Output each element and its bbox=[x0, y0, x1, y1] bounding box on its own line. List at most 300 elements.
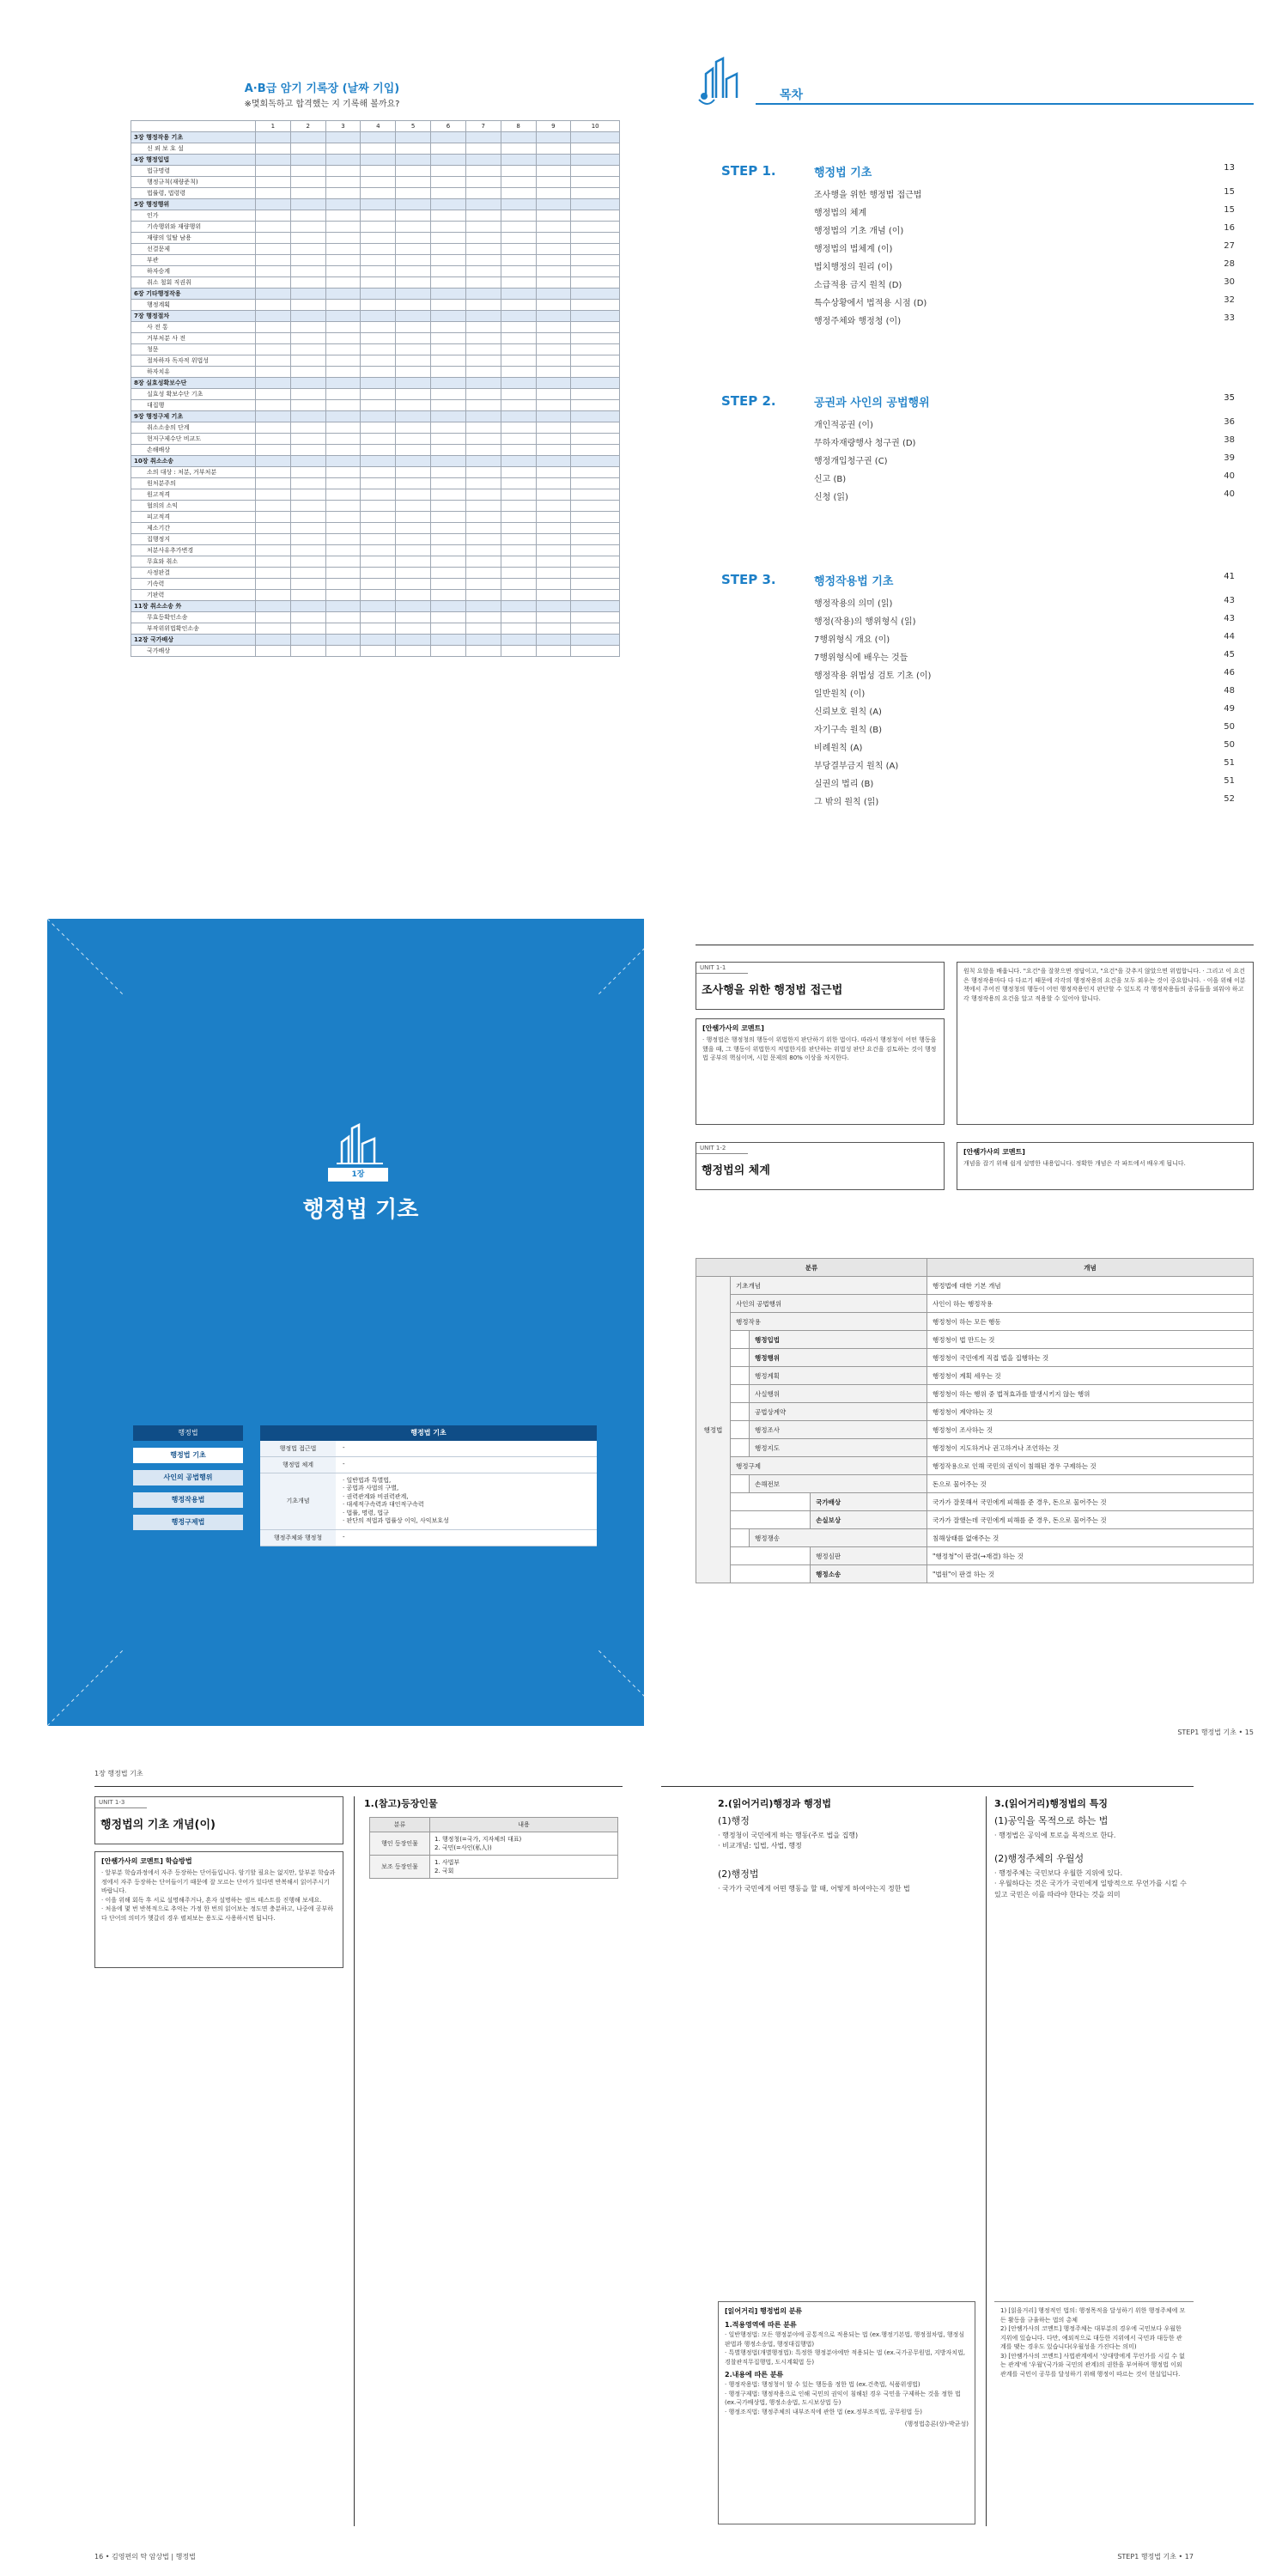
record-cell[interactable] bbox=[571, 389, 620, 400]
record-cell[interactable] bbox=[396, 300, 431, 311]
record-cell[interactable] bbox=[290, 456, 325, 467]
record-cell[interactable] bbox=[290, 389, 325, 400]
record-cell[interactable] bbox=[396, 445, 431, 456]
record-cell[interactable] bbox=[361, 266, 396, 277]
record-cell[interactable] bbox=[290, 322, 325, 333]
record-cell[interactable] bbox=[290, 344, 325, 355]
record-cell[interactable] bbox=[431, 166, 466, 177]
record-cell[interactable] bbox=[465, 233, 501, 244]
record-cell[interactable] bbox=[256, 601, 291, 612]
record-cell[interactable] bbox=[361, 233, 396, 244]
record-cell[interactable] bbox=[361, 289, 396, 300]
record-cell[interactable] bbox=[536, 344, 571, 355]
record-cell[interactable] bbox=[361, 434, 396, 445]
record-cell[interactable] bbox=[536, 556, 571, 568]
record-cell[interactable] bbox=[256, 623, 291, 635]
record-cell[interactable] bbox=[431, 266, 466, 277]
record-cell[interactable] bbox=[431, 344, 466, 355]
record-cell[interactable] bbox=[325, 389, 361, 400]
record-cell[interactable] bbox=[361, 155, 396, 166]
record-cell[interactable] bbox=[536, 434, 571, 445]
record-cell[interactable] bbox=[501, 635, 536, 646]
record-cell[interactable] bbox=[501, 545, 536, 556]
record-cell[interactable] bbox=[501, 300, 536, 311]
record-cell[interactable] bbox=[431, 590, 466, 601]
record-cell[interactable] bbox=[256, 344, 291, 355]
record-cell[interactable] bbox=[536, 177, 571, 188]
record-cell[interactable] bbox=[290, 222, 325, 233]
record-cell[interactable] bbox=[361, 255, 396, 266]
record-cell[interactable] bbox=[256, 534, 291, 545]
record-cell[interactable] bbox=[501, 445, 536, 456]
record-cell[interactable] bbox=[325, 512, 361, 523]
record-cell[interactable] bbox=[571, 311, 620, 322]
record-cell[interactable] bbox=[396, 579, 431, 590]
record-cell[interactable] bbox=[571, 545, 620, 556]
record-cell[interactable] bbox=[431, 143, 466, 155]
record-cell[interactable] bbox=[256, 389, 291, 400]
record-cell[interactable] bbox=[256, 445, 291, 456]
record-cell[interactable] bbox=[536, 422, 571, 434]
record-cell[interactable] bbox=[361, 623, 396, 635]
record-cell[interactable] bbox=[290, 355, 325, 367]
record-cell[interactable] bbox=[290, 556, 325, 568]
record-cell[interactable] bbox=[431, 523, 466, 534]
record-cell[interactable] bbox=[396, 155, 431, 166]
record-cell[interactable] bbox=[361, 534, 396, 545]
record-cell[interactable] bbox=[501, 222, 536, 233]
record-cell[interactable] bbox=[465, 155, 501, 166]
record-cell[interactable] bbox=[431, 177, 466, 188]
record-cell[interactable] bbox=[501, 523, 536, 534]
record-cell[interactable] bbox=[501, 612, 536, 623]
record-cell[interactable] bbox=[431, 411, 466, 422]
record-cell[interactable] bbox=[361, 445, 396, 456]
record-cell[interactable] bbox=[431, 378, 466, 389]
record-cell[interactable] bbox=[256, 422, 291, 434]
record-cell[interactable] bbox=[361, 478, 396, 489]
record-cell[interactable] bbox=[325, 277, 361, 289]
record-cell[interactable] bbox=[571, 400, 620, 411]
record-cell[interactable] bbox=[465, 143, 501, 155]
record-cell[interactable] bbox=[571, 132, 620, 143]
record-cell[interactable] bbox=[396, 523, 431, 534]
record-cell[interactable] bbox=[361, 601, 396, 612]
record-cell[interactable] bbox=[325, 434, 361, 445]
record-cell[interactable] bbox=[361, 556, 396, 568]
record-cell[interactable] bbox=[290, 199, 325, 210]
record-cell[interactable] bbox=[501, 367, 536, 378]
record-cell[interactable] bbox=[431, 646, 466, 657]
record-cell[interactable] bbox=[536, 590, 571, 601]
record-cell[interactable] bbox=[325, 489, 361, 501]
record-cell[interactable] bbox=[290, 422, 325, 434]
record-cell[interactable] bbox=[465, 166, 501, 177]
record-cell[interactable] bbox=[536, 623, 571, 635]
record-cell[interactable] bbox=[361, 612, 396, 623]
record-cell[interactable] bbox=[571, 646, 620, 657]
record-cell[interactable] bbox=[536, 300, 571, 311]
record-cell[interactable] bbox=[431, 635, 466, 646]
record-cell[interactable] bbox=[396, 132, 431, 143]
record-cell[interactable] bbox=[536, 489, 571, 501]
record-cell[interactable] bbox=[290, 311, 325, 322]
record-cell[interactable] bbox=[536, 132, 571, 143]
record-cell[interactable] bbox=[256, 255, 291, 266]
record-cell[interactable] bbox=[396, 255, 431, 266]
record-cell[interactable] bbox=[396, 188, 431, 199]
record-cell[interactable] bbox=[290, 623, 325, 635]
record-cell[interactable] bbox=[256, 300, 291, 311]
record-cell[interactable] bbox=[325, 155, 361, 166]
record-cell[interactable] bbox=[465, 244, 501, 255]
record-cell[interactable] bbox=[256, 646, 291, 657]
record-cell[interactable] bbox=[396, 478, 431, 489]
record-cell[interactable] bbox=[396, 233, 431, 244]
record-cell[interactable] bbox=[536, 166, 571, 177]
record-cell[interactable] bbox=[361, 512, 396, 523]
record-cell[interactable] bbox=[501, 590, 536, 601]
record-cell[interactable] bbox=[536, 534, 571, 545]
record-cell[interactable] bbox=[256, 489, 291, 501]
record-cell[interactable] bbox=[431, 556, 466, 568]
record-cell[interactable] bbox=[396, 568, 431, 579]
record-cell[interactable] bbox=[290, 590, 325, 601]
record-cell[interactable] bbox=[501, 556, 536, 568]
record-cell[interactable] bbox=[290, 143, 325, 155]
record-cell[interactable] bbox=[571, 422, 620, 434]
record-cell[interactable] bbox=[396, 177, 431, 188]
record-cell[interactable] bbox=[256, 244, 291, 255]
record-cell[interactable] bbox=[501, 623, 536, 635]
record-cell[interactable] bbox=[396, 344, 431, 355]
record-cell[interactable] bbox=[256, 188, 291, 199]
record-cell[interactable] bbox=[396, 545, 431, 556]
record-cell[interactable] bbox=[571, 210, 620, 222]
record-cell[interactable] bbox=[465, 601, 501, 612]
record-cell[interactable] bbox=[290, 545, 325, 556]
record-cell[interactable] bbox=[396, 512, 431, 523]
record-cell[interactable] bbox=[431, 155, 466, 166]
record-cell[interactable] bbox=[290, 244, 325, 255]
record-cell[interactable] bbox=[431, 255, 466, 266]
record-cell[interactable] bbox=[465, 389, 501, 400]
chapter-nav-item[interactable]: 행정작용법 bbox=[133, 1492, 243, 1508]
record-cell[interactable] bbox=[290, 300, 325, 311]
record-cell[interactable] bbox=[396, 489, 431, 501]
record-cell[interactable] bbox=[571, 568, 620, 579]
record-cell[interactable] bbox=[290, 333, 325, 344]
record-cell[interactable] bbox=[431, 210, 466, 222]
record-cell[interactable] bbox=[361, 400, 396, 411]
record-cell[interactable] bbox=[536, 143, 571, 155]
record-cell[interactable] bbox=[571, 501, 620, 512]
record-cell[interactable] bbox=[501, 422, 536, 434]
record-cell[interactable] bbox=[361, 244, 396, 255]
record-cell[interactable] bbox=[396, 277, 431, 289]
record-cell[interactable] bbox=[361, 355, 396, 367]
record-cell[interactable] bbox=[325, 222, 361, 233]
record-cell[interactable] bbox=[325, 534, 361, 545]
record-cell[interactable] bbox=[536, 411, 571, 422]
record-cell[interactable] bbox=[290, 266, 325, 277]
record-cell[interactable] bbox=[396, 166, 431, 177]
record-cell[interactable] bbox=[256, 590, 291, 601]
record-cell[interactable] bbox=[361, 199, 396, 210]
record-cell[interactable] bbox=[536, 512, 571, 523]
record-cell[interactable] bbox=[501, 489, 536, 501]
record-cell[interactable] bbox=[325, 355, 361, 367]
record-cell[interactable] bbox=[256, 467, 291, 478]
record-cell[interactable] bbox=[571, 143, 620, 155]
record-cell[interactable] bbox=[325, 233, 361, 244]
record-cell[interactable] bbox=[325, 166, 361, 177]
record-cell[interactable] bbox=[290, 411, 325, 422]
record-cell[interactable] bbox=[465, 411, 501, 422]
record-cell[interactable] bbox=[501, 322, 536, 333]
record-cell[interactable] bbox=[290, 400, 325, 411]
record-cell[interactable] bbox=[536, 378, 571, 389]
record-cell[interactable] bbox=[501, 266, 536, 277]
record-cell[interactable] bbox=[396, 635, 431, 646]
record-cell[interactable] bbox=[501, 311, 536, 322]
record-cell[interactable] bbox=[465, 277, 501, 289]
record-cell[interactable] bbox=[256, 378, 291, 389]
record-cell[interactable] bbox=[325, 568, 361, 579]
record-cell[interactable] bbox=[325, 445, 361, 456]
record-cell[interactable] bbox=[256, 456, 291, 467]
record-cell[interactable] bbox=[325, 646, 361, 657]
record-cell[interactable] bbox=[536, 222, 571, 233]
record-cell[interactable] bbox=[396, 556, 431, 568]
record-cell[interactable] bbox=[536, 210, 571, 222]
record-cell[interactable] bbox=[571, 266, 620, 277]
record-cell[interactable] bbox=[465, 132, 501, 143]
record-cell[interactable] bbox=[256, 523, 291, 534]
record-cell[interactable] bbox=[571, 512, 620, 523]
record-cell[interactable] bbox=[465, 333, 501, 344]
record-cell[interactable] bbox=[501, 333, 536, 344]
record-cell[interactable] bbox=[290, 434, 325, 445]
record-cell[interactable] bbox=[256, 132, 291, 143]
record-cell[interactable] bbox=[256, 501, 291, 512]
record-cell[interactable] bbox=[431, 478, 466, 489]
record-cell[interactable] bbox=[536, 233, 571, 244]
record-cell[interactable] bbox=[325, 266, 361, 277]
record-cell[interactable] bbox=[536, 579, 571, 590]
record-cell[interactable] bbox=[361, 635, 396, 646]
record-cell[interactable] bbox=[501, 166, 536, 177]
record-cell[interactable] bbox=[361, 222, 396, 233]
record-cell[interactable] bbox=[501, 277, 536, 289]
record-cell[interactable] bbox=[256, 277, 291, 289]
record-cell[interactable] bbox=[396, 322, 431, 333]
record-cell[interactable] bbox=[361, 467, 396, 478]
record-cell[interactable] bbox=[290, 534, 325, 545]
record-cell[interactable] bbox=[431, 389, 466, 400]
record-cell[interactable] bbox=[290, 188, 325, 199]
record-cell[interactable] bbox=[431, 355, 466, 367]
record-cell[interactable] bbox=[256, 556, 291, 568]
record-cell[interactable] bbox=[256, 400, 291, 411]
record-cell[interactable] bbox=[465, 612, 501, 623]
record-cell[interactable] bbox=[571, 199, 620, 210]
record-cell[interactable] bbox=[290, 523, 325, 534]
record-cell[interactable] bbox=[501, 534, 536, 545]
record-cell[interactable] bbox=[431, 434, 466, 445]
record-cell[interactable] bbox=[256, 333, 291, 344]
record-cell[interactable] bbox=[465, 434, 501, 445]
record-cell[interactable] bbox=[571, 355, 620, 367]
record-cell[interactable] bbox=[501, 143, 536, 155]
record-cell[interactable] bbox=[431, 132, 466, 143]
record-cell[interactable] bbox=[256, 568, 291, 579]
record-cell[interactable] bbox=[465, 199, 501, 210]
record-cell[interactable] bbox=[396, 244, 431, 255]
record-cell[interactable] bbox=[256, 545, 291, 556]
record-cell[interactable] bbox=[361, 378, 396, 389]
record-cell[interactable] bbox=[571, 523, 620, 534]
record-cell[interactable] bbox=[465, 445, 501, 456]
record-cell[interactable] bbox=[431, 400, 466, 411]
record-cell[interactable] bbox=[396, 199, 431, 210]
record-cell[interactable] bbox=[325, 244, 361, 255]
chapter-nav-item[interactable]: 행정구제법 bbox=[133, 1515, 243, 1530]
record-cell[interactable] bbox=[465, 501, 501, 512]
record-cell[interactable] bbox=[501, 389, 536, 400]
record-cell[interactable] bbox=[431, 188, 466, 199]
record-cell[interactable] bbox=[431, 199, 466, 210]
record-cell[interactable] bbox=[536, 400, 571, 411]
record-cell[interactable] bbox=[465, 177, 501, 188]
record-cell[interactable] bbox=[361, 411, 396, 422]
record-cell[interactable] bbox=[396, 311, 431, 322]
record-cell[interactable] bbox=[571, 623, 620, 635]
record-cell[interactable] bbox=[536, 601, 571, 612]
record-cell[interactable] bbox=[465, 355, 501, 367]
record-cell[interactable] bbox=[571, 445, 620, 456]
record-cell[interactable] bbox=[325, 344, 361, 355]
record-cell[interactable] bbox=[361, 501, 396, 512]
record-cell[interactable] bbox=[465, 322, 501, 333]
record-cell[interactable] bbox=[571, 367, 620, 378]
record-cell[interactable] bbox=[571, 612, 620, 623]
record-cell[interactable] bbox=[290, 489, 325, 501]
chapter-nav-item[interactable]: 행정법 기초 bbox=[133, 1448, 243, 1463]
record-cell[interactable] bbox=[431, 222, 466, 233]
record-cell[interactable] bbox=[501, 355, 536, 367]
record-cell[interactable] bbox=[290, 132, 325, 143]
record-cell[interactable] bbox=[396, 612, 431, 623]
record-cell[interactable] bbox=[465, 467, 501, 478]
record-cell[interactable] bbox=[536, 367, 571, 378]
record-cell[interactable] bbox=[536, 456, 571, 467]
record-cell[interactable] bbox=[571, 244, 620, 255]
record-cell[interactable] bbox=[465, 556, 501, 568]
record-cell[interactable] bbox=[465, 367, 501, 378]
record-cell[interactable] bbox=[536, 635, 571, 646]
record-cell[interactable] bbox=[396, 400, 431, 411]
record-cell[interactable] bbox=[290, 478, 325, 489]
record-cell[interactable] bbox=[396, 289, 431, 300]
record-cell[interactable] bbox=[290, 289, 325, 300]
record-cell[interactable] bbox=[431, 277, 466, 289]
record-cell[interactable] bbox=[571, 378, 620, 389]
record-cell[interactable] bbox=[290, 210, 325, 222]
record-cell[interactable] bbox=[465, 489, 501, 501]
record-cell[interactable] bbox=[431, 623, 466, 635]
record-cell[interactable] bbox=[501, 210, 536, 222]
record-cell[interactable] bbox=[501, 478, 536, 489]
record-cell[interactable] bbox=[290, 255, 325, 266]
record-cell[interactable] bbox=[256, 210, 291, 222]
record-cell[interactable] bbox=[325, 635, 361, 646]
record-cell[interactable] bbox=[361, 389, 396, 400]
record-cell[interactable] bbox=[536, 612, 571, 623]
record-cell[interactable] bbox=[571, 411, 620, 422]
record-cell[interactable] bbox=[501, 233, 536, 244]
record-cell[interactable] bbox=[361, 166, 396, 177]
record-cell[interactable] bbox=[465, 266, 501, 277]
record-cell[interactable] bbox=[431, 300, 466, 311]
record-cell[interactable] bbox=[396, 222, 431, 233]
record-cell[interactable] bbox=[325, 545, 361, 556]
record-cell[interactable] bbox=[465, 646, 501, 657]
record-cell[interactable] bbox=[501, 188, 536, 199]
record-cell[interactable] bbox=[431, 333, 466, 344]
record-cell[interactable] bbox=[571, 344, 620, 355]
record-cell[interactable] bbox=[431, 579, 466, 590]
record-cell[interactable] bbox=[396, 623, 431, 635]
record-cell[interactable] bbox=[290, 367, 325, 378]
record-cell[interactable] bbox=[361, 590, 396, 601]
record-cell[interactable] bbox=[501, 289, 536, 300]
record-cell[interactable] bbox=[325, 132, 361, 143]
record-cell[interactable] bbox=[361, 300, 396, 311]
record-cell[interactable] bbox=[501, 132, 536, 143]
record-cell[interactable] bbox=[536, 467, 571, 478]
record-cell[interactable] bbox=[361, 277, 396, 289]
record-cell[interactable] bbox=[256, 289, 291, 300]
record-cell[interactable] bbox=[290, 635, 325, 646]
record-cell[interactable] bbox=[536, 255, 571, 266]
record-cell[interactable] bbox=[325, 300, 361, 311]
record-cell[interactable] bbox=[536, 523, 571, 534]
record-cell[interactable] bbox=[431, 289, 466, 300]
record-cell[interactable] bbox=[325, 210, 361, 222]
record-cell[interactable] bbox=[325, 378, 361, 389]
record-cell[interactable] bbox=[571, 478, 620, 489]
record-cell[interactable] bbox=[571, 467, 620, 478]
record-cell[interactable] bbox=[571, 590, 620, 601]
record-cell[interactable] bbox=[571, 300, 620, 311]
record-cell[interactable] bbox=[465, 590, 501, 601]
record-cell[interactable] bbox=[256, 143, 291, 155]
record-cell[interactable] bbox=[256, 155, 291, 166]
record-cell[interactable] bbox=[396, 367, 431, 378]
record-cell[interactable] bbox=[536, 322, 571, 333]
record-cell[interactable] bbox=[465, 289, 501, 300]
record-cell[interactable] bbox=[325, 556, 361, 568]
record-cell[interactable] bbox=[325, 501, 361, 512]
record-cell[interactable] bbox=[431, 545, 466, 556]
record-cell[interactable] bbox=[361, 489, 396, 501]
record-cell[interactable] bbox=[465, 378, 501, 389]
chapter-nav-item[interactable]: 사인의 공법행위 bbox=[133, 1470, 243, 1485]
record-cell[interactable] bbox=[431, 512, 466, 523]
record-cell[interactable] bbox=[431, 467, 466, 478]
record-cell[interactable] bbox=[290, 512, 325, 523]
